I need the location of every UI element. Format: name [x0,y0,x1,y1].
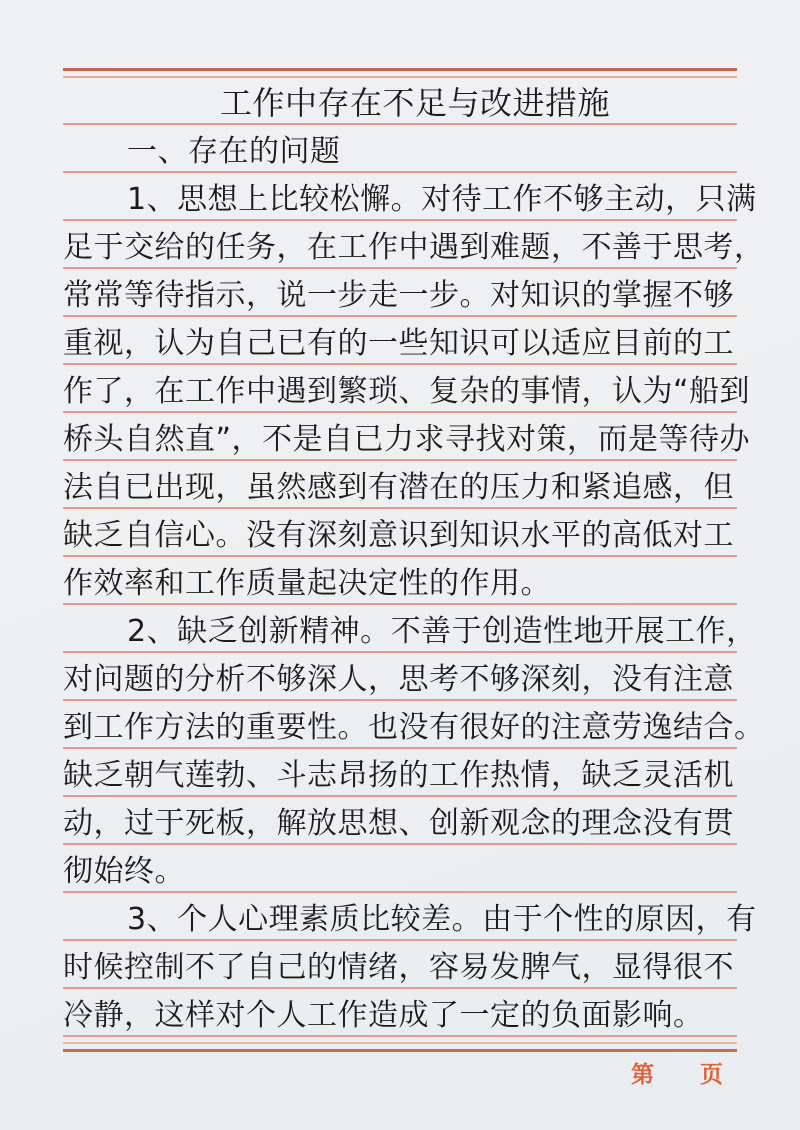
text-line-row [63,653,737,701]
text-line: 足于交给的任务，在工作中遇到难题，不善于思考， [63,230,765,265]
footer-page-suffix: 页 [700,1062,723,1088]
top-rule-heavy-line [63,68,737,71]
text-line-row [63,989,737,1037]
text-line: 2、缺乏创新精神。不善于创造性地开展工作， [127,614,757,649]
text-line-row [63,269,737,317]
text-line-row [63,845,737,893]
text-line-row [63,365,751,413]
text-line: 常常等待指示，说一步走一步。对知识的掌握不够 [63,278,734,313]
text-line: 重视，认为自己已有的一些知识可以适应目前的工 [63,326,734,361]
text-line: 时候控制不了自己的情绪，容易发脾气，显得很不 [63,950,734,985]
text-line-row [63,557,737,605]
text-line: 作了，在工作中遇到繁琐、复杂的事情，认为“船到 [63,374,751,409]
text-line-row [63,413,751,461]
footer-page-prefix: 第 [631,1062,654,1088]
text-line: 冷静，这样对个人工作造成了一定的负面影响。 [63,998,704,1033]
bottom-rule-light-line [63,1042,737,1044]
section-heading: 一、存在的问题 [127,134,341,169]
ruled-text-area [63,77,765,1037]
text-line-row [63,317,737,365]
bottom-double-rule [63,1042,737,1052]
text-line-row [63,941,737,989]
text-line: 动，过于死板，解放思想、创新观念的理念没有贯 [63,806,734,841]
page-title: 工作中存在不足与改进措施 [219,84,610,122]
text-line: 对问题的分析不够深人，思考不够深刻，没有注意 [63,662,734,697]
text-line-row [63,221,765,269]
text-line: 1、思想上比较松懈。对待工作不够主动，只满 [127,182,757,217]
title-row [63,77,737,125]
text-line-row [63,605,757,653]
text-line-row [63,173,757,221]
text-line: 作效率和工作质量起决定性的作用。 [63,566,551,601]
text-line: 桥头自然直”，不是自已力求寻找对策，而是等待办 [63,422,751,457]
text-line: 3、个人心理素质比较差。由于个性的原因，有 [127,902,757,937]
text-line-row [63,797,737,845]
text-line: 缺乏朝气莲勃、斗志昂扬的工作热情，缺乏灵活机 [63,758,734,793]
text-line-row [63,461,737,509]
page-footer [63,1056,723,1089]
text-line-row [63,509,737,557]
text-line: 缺乏自信心。没有深刻意识到知识水平的高低对工 [63,518,734,553]
text-line-row [63,893,757,941]
text-line: 法自已出现，虽然感到有潜在的压力和紧追感，但 [63,470,734,505]
text-line-row [63,749,737,797]
text-line-row [63,701,765,749]
text-line: 到工作方法的重要性。也没有很好的注意劳逸结合。 [63,710,765,745]
section-heading-row [63,125,737,173]
text-line: 彻始终。 [63,854,185,889]
bottom-rule-heavy-line [63,1049,737,1052]
